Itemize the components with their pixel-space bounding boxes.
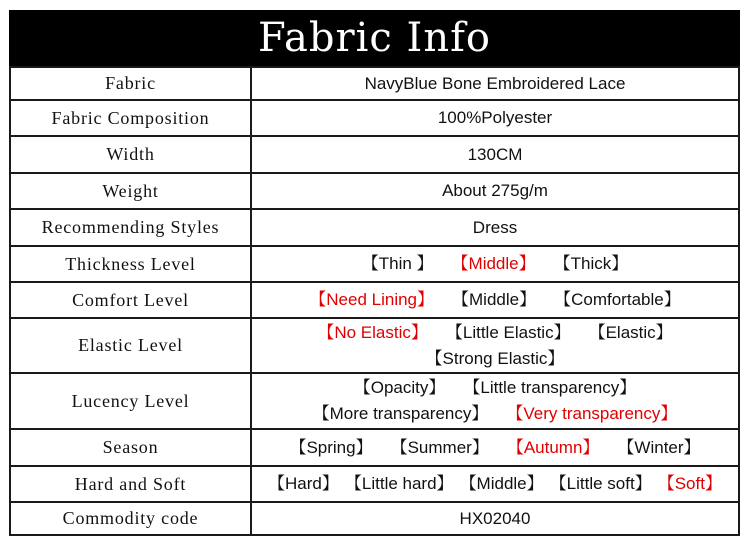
row-value-weight: About 275g/m [251, 173, 739, 209]
row-label-comfort: Comfort Level [10, 282, 251, 318]
option-season-summer: 【Summer】 [390, 437, 489, 457]
table-row [10, 100, 739, 136]
row-label-hardness: Hard and Soft [10, 466, 251, 502]
row-label-lucency: Lucency Level [10, 373, 251, 429]
row-value-width: 130CM [251, 136, 739, 173]
option-season-spring: 【Spring】 [289, 437, 373, 457]
table-row [10, 136, 739, 173]
option-lucency-little: 【Little transparency】 [463, 378, 637, 397]
row-label-composition: Fabric Composition [10, 100, 251, 136]
option-elastic-little: 【Little Elastic】 [445, 322, 571, 342]
option-season-autumn: 【Autumn】 [506, 437, 600, 457]
row-value-season [251, 429, 739, 466]
row-value-styles: Dress [251, 209, 739, 246]
row-value-hardness [251, 466, 739, 502]
page-title: Fabric Info [258, 15, 491, 61]
option-hardness-little-soft: 【Little soft】 [549, 474, 652, 493]
fabric-info-sheet [9, 10, 740, 536]
row-label-code: Commodity code [10, 502, 251, 535]
option-hardness-soft: 【Soft】 [657, 474, 722, 493]
option-season-winter: 【Winter】 [617, 437, 701, 457]
option-thickness-middle: 【Middle】 [451, 254, 536, 273]
row-label-width: Width [10, 136, 251, 173]
row-value-fabric: NavyBlue Bone Embroidered Lace [251, 67, 739, 100]
option-comfort-comfortable: 【Comfortable】 [554, 290, 681, 309]
option-hardness-middle: 【Middle】 [459, 474, 544, 493]
option-elastic-elastic: 【Elastic】 [588, 322, 673, 342]
table-row [10, 429, 739, 466]
option-elastic-strong: 【Strong Elastic】 [425, 348, 565, 368]
option-hardness-hard: 【Hard】 [268, 474, 339, 493]
row-value-code: HX02040 [251, 502, 739, 535]
table-row [10, 502, 739, 535]
row-label-thickness: Thickness Level [10, 246, 251, 282]
row-label-fabric: Fabric [10, 67, 251, 100]
row-label-season: Season [10, 429, 251, 466]
option-lucency-more: 【More transparency】 [312, 404, 489, 423]
table-row [10, 282, 739, 318]
table-row [10, 67, 739, 100]
row-value-elastic [251, 318, 739, 373]
table-row [10, 466, 739, 502]
table-row [10, 318, 739, 373]
option-hardness-little-hard: 【Little hard】 [344, 474, 454, 493]
option-comfort-need-lining: 【Need Lining】 [309, 290, 435, 309]
row-value-comfort [251, 282, 739, 318]
option-comfort-middle: 【Middle】 [452, 290, 537, 309]
option-lucency-opacity: 【Opacity】 [353, 378, 446, 397]
row-label-styles: Recommending Styles [10, 209, 251, 246]
fabric-info-table [9, 66, 740, 536]
option-lucency-very: 【Very transparency】 [506, 404, 678, 423]
row-label-elastic: Elastic Level [10, 318, 251, 373]
option-elastic-none: 【No Elastic】 [317, 322, 428, 342]
table-row [10, 373, 739, 429]
row-value-lucency [251, 373, 739, 429]
table-row [10, 246, 739, 282]
row-label-weight: Weight [10, 173, 251, 209]
option-thickness-thin: 【Thin 】 [361, 254, 434, 273]
table-row [10, 209, 739, 246]
option-thickness-thick: 【Thick】 [553, 254, 629, 273]
row-value-thickness [251, 246, 739, 282]
title-bar [9, 10, 740, 66]
row-value-composition: 100%Polyester [251, 100, 739, 136]
table-row [10, 173, 739, 209]
